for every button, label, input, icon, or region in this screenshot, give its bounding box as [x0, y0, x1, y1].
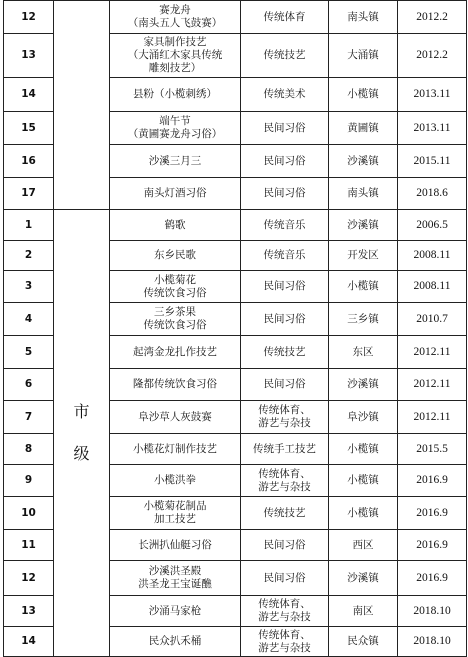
cell-line: 传统饮食习俗 [143, 319, 207, 331]
project-location: 小榄镇 [329, 78, 398, 112]
approval-date: 2016.9 [398, 465, 467, 497]
cell-line: 民间习俗 [263, 187, 306, 199]
cell-line: 小榄花灯制作技艺 [133, 442, 217, 455]
cell-line: 小榄菊花制品 [143, 500, 207, 512]
project-category [241, 1, 329, 34]
cell-line: 端午节 [159, 115, 191, 127]
project-name [110, 561, 241, 596]
row-number: 15 [4, 112, 54, 145]
project-category [241, 434, 329, 465]
project-name [110, 34, 241, 78]
project-name [110, 145, 241, 178]
cell-line: 民间习俗 [263, 378, 306, 390]
cell-line: 传统体育 [263, 10, 306, 23]
cell-line: 游艺与杂技 [258, 480, 311, 493]
project-name [110, 210, 241, 241]
approval-date: 2015.5 [398, 434, 467, 465]
cell-line: 小榄菊花 [154, 273, 196, 286]
approval-date: 2012.2 [398, 1, 467, 34]
approval-date: 2012.11 [398, 369, 467, 401]
cell-line: 民间习俗 [263, 312, 306, 325]
approval-date: 2012.2 [398, 34, 467, 78]
cell-line: 传统音乐 [263, 218, 306, 231]
project-category [241, 336, 329, 369]
approval-date: 2010.7 [398, 303, 467, 336]
project-category [241, 145, 329, 178]
row-number: 8 [4, 434, 54, 465]
cell-line: 沙溪三月三 [148, 154, 202, 167]
project-name [110, 241, 241, 271]
cell-line: 传统体育、 [258, 404, 311, 416]
cell-line: 加工技艺 [154, 513, 196, 525]
project-category [241, 465, 329, 497]
cell-line: 民间习俗 [263, 154, 306, 167]
approval-date: 2012.11 [398, 336, 467, 369]
project-name [110, 434, 241, 465]
cell-line: 级 [73, 444, 90, 463]
cell-line: 阜沙草人灰鼓赛 [138, 410, 212, 423]
row-number: 12 [4, 1, 54, 34]
approval-date: 2013.11 [398, 78, 467, 112]
row-number: 1 [4, 210, 54, 241]
cell-line: 赛龙舟 [159, 4, 191, 16]
heritage-table-body [4, 1, 467, 657]
cell-line: 民众扒禾桶 [148, 635, 202, 647]
level-cell-city [54, 210, 110, 657]
cell-line: 民间习俗 [263, 121, 306, 134]
approval-date: 2006.5 [398, 210, 467, 241]
approval-date: 2012.11 [398, 401, 467, 434]
level-cell-county [54, 1, 110, 210]
row-number: 6 [4, 369, 54, 401]
project-category [241, 627, 329, 657]
row-number: 13 [4, 34, 54, 78]
heritage-table [3, 0, 467, 657]
cell-line: 传统手工技艺 [253, 442, 316, 455]
project-category [241, 401, 329, 434]
project-name [110, 497, 241, 530]
project-location: 南头镇 [329, 178, 398, 210]
project-name [110, 369, 241, 401]
row-number: 5 [4, 336, 54, 369]
cell-line: 传统技艺 [263, 49, 306, 61]
project-location: 民众镇 [329, 627, 398, 657]
project-category [241, 530, 329, 561]
project-category [241, 561, 329, 596]
project-name [110, 465, 241, 497]
row-number: 10 [4, 497, 54, 530]
row-number: 17 [4, 178, 54, 210]
cell-line: 起湾金龙扎作技艺 [133, 345, 217, 358]
approval-date: 2016.9 [398, 497, 467, 530]
project-name [110, 78, 241, 112]
project-location: 小榄镇 [329, 497, 398, 530]
approval-date: 2018.10 [398, 627, 467, 657]
project-category [241, 241, 329, 271]
project-location: 大涌镇 [329, 34, 398, 78]
project-location: 东区 [329, 336, 398, 369]
project-category [241, 596, 329, 627]
project-name [110, 336, 241, 369]
project-category [241, 271, 329, 303]
cell-line: 隆都传统饮食习俗 [133, 378, 217, 390]
cell-line: 家具制作技艺 [143, 36, 207, 48]
project-location: 沙溪镇 [329, 145, 398, 178]
cell-line: 沙溪洪圣殿 [148, 565, 202, 577]
row-number: 16 [4, 145, 54, 178]
approval-date: 2018.6 [398, 178, 467, 210]
heritage-table-sheet [3, 0, 466, 657]
row-number: 13 [4, 596, 54, 627]
cell-line: 民间习俗 [263, 571, 306, 584]
cell-line: 三乡茶果 [154, 306, 196, 318]
cell-line: 传统美术 [263, 88, 306, 100]
project-name [110, 401, 241, 434]
approval-date: 2016.9 [398, 530, 467, 561]
cell-line: 游艺与杂技 [258, 641, 311, 654]
row-number: 9 [4, 465, 54, 497]
cell-line: 传统音乐 [263, 249, 306, 261]
cell-line: 鹤歌 [164, 218, 186, 231]
project-category [241, 34, 329, 78]
project-name [110, 178, 241, 210]
approval-date: 2018.10 [398, 596, 467, 627]
cell-line: （黄圃赛龙舟习俗） [127, 128, 223, 140]
project-location: 西区 [329, 530, 398, 561]
project-location: 沙溪镇 [329, 210, 398, 241]
project-category [241, 78, 329, 112]
approval-date: 2008.11 [398, 241, 467, 271]
project-category [241, 112, 329, 145]
project-category [241, 497, 329, 530]
cell-line: 长洲扒仙艇习俗 [138, 538, 212, 551]
row-number: 12 [4, 561, 54, 596]
project-name [110, 271, 241, 303]
cell-line: 传统技艺 [263, 506, 306, 519]
project-name [110, 112, 241, 145]
row-number: 14 [4, 627, 54, 657]
cell-line: 传统技艺 [263, 345, 306, 358]
cell-line: 沙涌马家枪 [148, 604, 202, 617]
project-location: 沙溪镇 [329, 369, 398, 401]
approval-date: 2013.11 [398, 112, 467, 145]
project-location: 开发区 [329, 241, 398, 271]
cell-line: 雕刻技艺） [148, 62, 202, 74]
cell-line: 小榄洪拳 [154, 474, 196, 486]
cell-line: （南头五人飞鼓赛） [127, 17, 223, 29]
project-location: 南区 [329, 596, 398, 627]
project-location: 南头镇 [329, 1, 398, 34]
cell-line: 传统体育、 [258, 467, 311, 480]
row-number: 7 [4, 401, 54, 434]
project-location: 黄圃镇 [329, 112, 398, 145]
cell-line: 游艺与杂技 [258, 611, 311, 623]
row-number: 2 [4, 241, 54, 271]
cell-line: 传统饮食习俗 [143, 286, 207, 299]
row-number: 4 [4, 303, 54, 336]
project-name [110, 303, 241, 336]
project-name [110, 1, 241, 34]
project-name [110, 530, 241, 561]
cell-line: 传统体育、 [258, 628, 311, 641]
table-row [4, 210, 467, 241]
approval-date: 2008.11 [398, 271, 467, 303]
cell-line: 东乡民歌 [154, 249, 196, 261]
row-number: 11 [4, 530, 54, 561]
project-category [241, 369, 329, 401]
cell-line: 洪圣龙王宝诞醮 [138, 578, 212, 590]
cell-line: 南头灯酒习俗 [143, 187, 207, 199]
cell-line: 县粉（小榄刺绣） [133, 88, 217, 100]
cell-line: 游艺与杂技 [258, 417, 311, 429]
project-name [110, 596, 241, 627]
table-row [4, 1, 467, 34]
cell-line: （大涌红木家具传统 [127, 49, 223, 61]
project-location: 小榄镇 [329, 465, 398, 497]
row-number: 3 [4, 271, 54, 303]
cell-line: 民间习俗 [263, 538, 306, 551]
row-number: 14 [4, 78, 54, 112]
project-location: 三乡镇 [329, 303, 398, 336]
project-location: 小榄镇 [329, 434, 398, 465]
project-category [241, 303, 329, 336]
project-location: 沙溪镇 [329, 561, 398, 596]
project-location: 阜沙镇 [329, 401, 398, 434]
project-category [241, 178, 329, 210]
approval-date: 2016.9 [398, 561, 467, 596]
project-category [241, 210, 329, 241]
project-location: 小榄镇 [329, 271, 398, 303]
project-name [110, 627, 241, 657]
cell-line: 传统体育、 [258, 598, 311, 610]
cell-line: 市 [73, 402, 90, 421]
approval-date: 2015.11 [398, 145, 467, 178]
cell-line: 民间习俗 [263, 280, 306, 292]
